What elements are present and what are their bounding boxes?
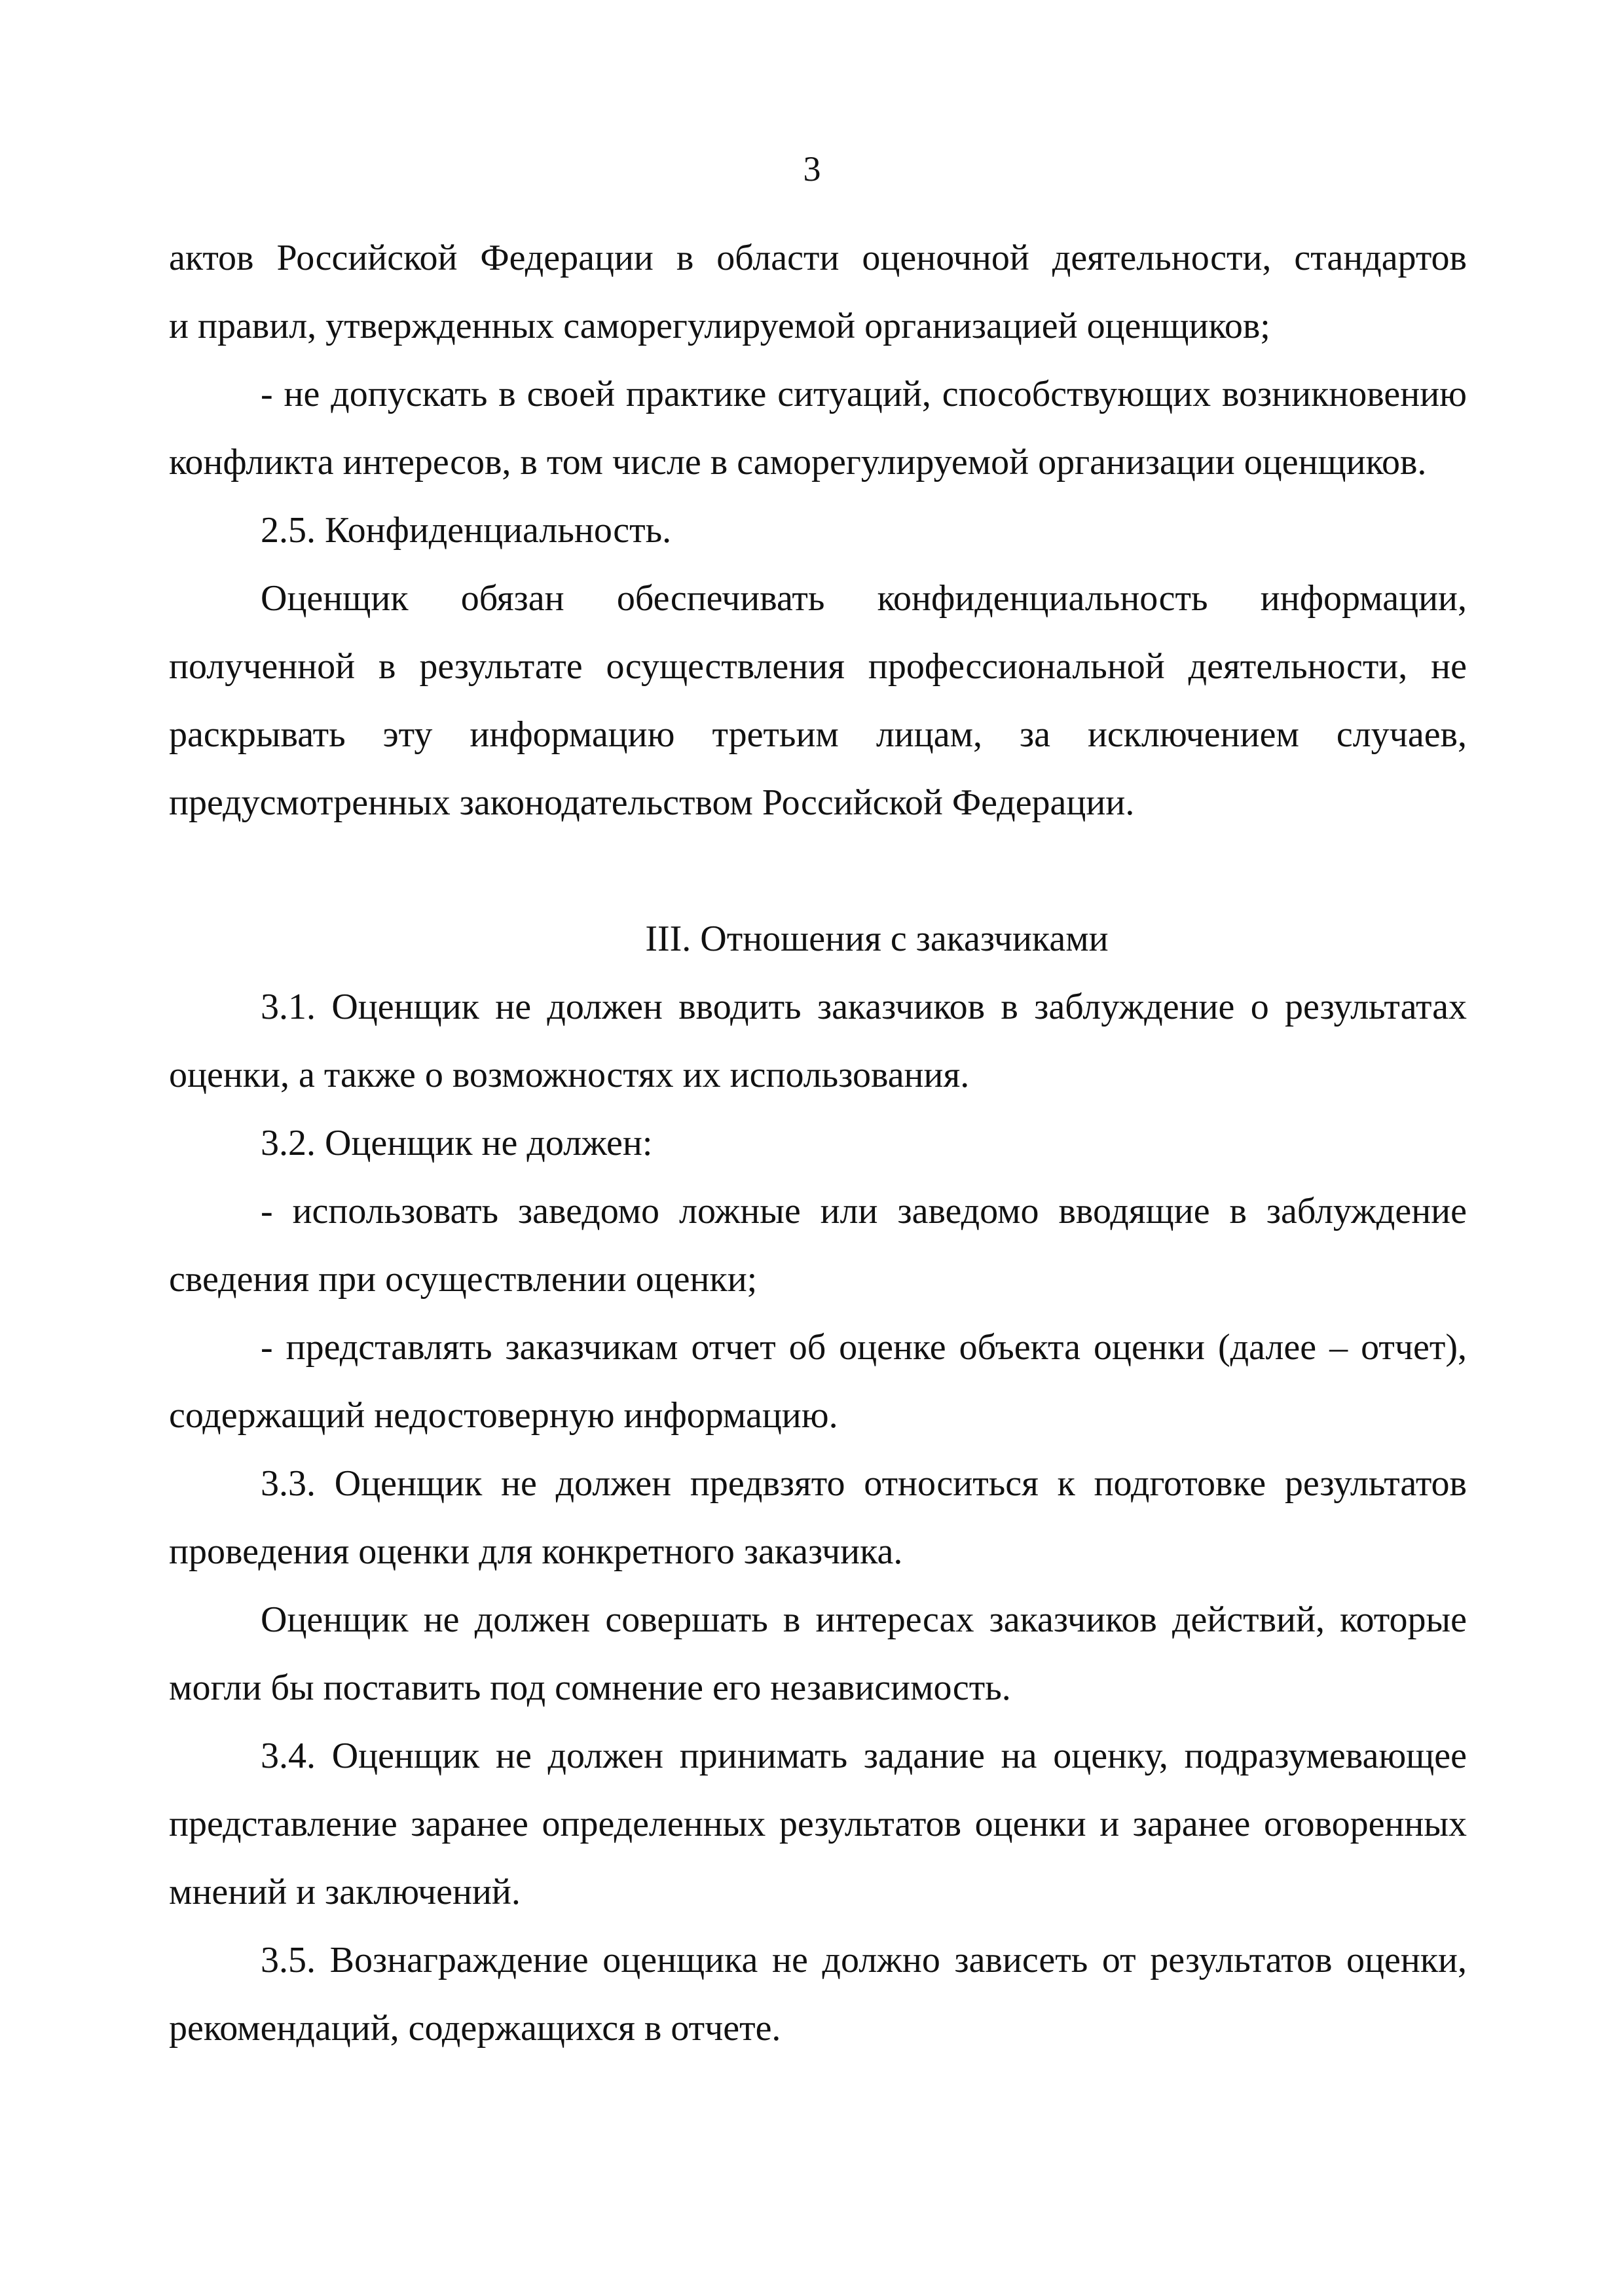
paragraph-3-4: 3.4. Оценщик не должен принимать задание на оценку, подразумевающее представление заранее определенных результатов оценки и заранее оговоренных мнений и заключений. — [169, 1736, 1467, 1912]
paragraph-continuation-line-1: актов Российской Федерации в области оценочной деятельности, стандартов — [169, 238, 1467, 278]
list-item-false-info: - использовать заведомо ложные или заведомо вводящие в заблуждение сведения при осуществлении оценки; — [169, 1191, 1467, 1300]
paragraph-3-1: 3.1. Оценщик не должен вводить заказчиков в заблуждение о результатах оценки, а также о возможностях их использования. — [169, 987, 1467, 1095]
spacer — [169, 837, 1467, 905]
paragraph-3-5: 3.5. Вознаграждение оценщика не должно зависеть от результатов оценки, рекомендаций, содержащихся в отчете. — [169, 1940, 1467, 2049]
paragraph-independence: Оценщик не должен совершать в интересах заказчиков действий, которые могли бы поставить под сомнение его независимость. — [169, 1599, 1467, 1708]
paragraph-3-2: 3.2. Оценщик не должен: — [261, 1123, 653, 1163]
paragraph-conflict-of-interest: - не допускать в своей практике ситуаций, способствующих возникновению конфликта интересов, в том числе в саморегулируемой организации оценщиков. — [169, 374, 1467, 483]
paragraph-continuation-line-2: и правил, утвержденных саморегулируемой организацией оценщиков; — [169, 306, 1270, 346]
page-number: 3 — [803, 149, 821, 189]
paragraph-confidentiality: Оценщик обязан обеспечивать конфиденциальность информации, полученной в результате осуществления профессиональной деятельности, не раскрывать эту информацию третьим лицам, за исключением случаев, предусмотренных законодательством Российской Федерации. — [169, 578, 1467, 823]
list-item-unreliable-report: - представлять заказчикам отчет об оценке объекта оценки (далее – отчет), содержащий недостоверную информацию. — [169, 1327, 1467, 1436]
section-heading: III. Отношения с заказчиками — [645, 919, 1109, 959]
document-body — [169, 224, 1467, 2062]
paragraph-3-3: 3.3. Оценщик не должен предвзято относиться к подготовке результатов проведения оценки для конкретного заказчика. — [169, 1463, 1467, 1572]
subsection-heading-confidentiality: 2.5. Конфиденциальность. — [261, 510, 672, 551]
